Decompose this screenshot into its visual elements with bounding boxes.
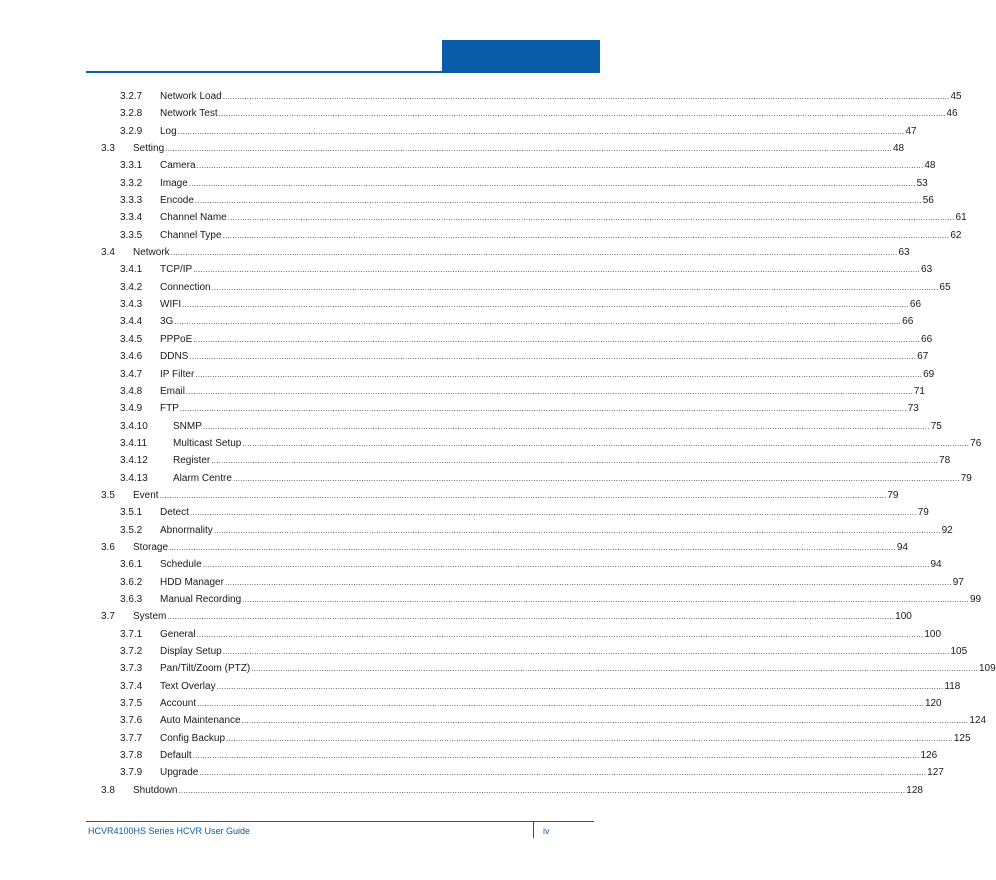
toc-entry[interactable] [0, 279, 951, 296]
toc-entry-line [160, 279, 951, 296]
toc-entry-number: 3.3.1 [120, 160, 143, 172]
toc-entry-page: 71 [913, 385, 925, 397]
toc-entry[interactable] [0, 331, 933, 348]
toc-dot-leader: ............................................................................................................................................................................................................................................................................................................ [224, 577, 952, 587]
toc-dot-leader: ............................................................................................................................................................................................................................................................................................................ [196, 161, 924, 171]
toc-entry-title: PPPoE [160, 333, 193, 345]
toc-entry-number: 3.4.13 [120, 472, 148, 484]
toc-entry-page: 97 [952, 576, 964, 588]
toc-entry[interactable] [0, 695, 942, 712]
toc-entry-number: 3.7.3 [120, 663, 143, 675]
toc-entry-number: 3.7.9 [120, 767, 143, 779]
toc-entry[interactable] [0, 227, 962, 244]
toc-dot-leader: ............................................................................................................................................................................................................................................................................................................ [241, 716, 969, 726]
toc-entry[interactable] [0, 626, 942, 643]
toc-dot-leader: ............................................................................................................................................................................................................................................................................................................ [186, 386, 913, 396]
toc-dot-leader: ............................................................................................................................................................................................................................................................................................................ [251, 664, 978, 674]
toc-entry-page: 53 [916, 177, 928, 189]
toc-entry-line [160, 261, 933, 278]
toc-entry-line [160, 209, 967, 226]
toc-entry[interactable] [0, 539, 908, 556]
toc-entry[interactable] [0, 435, 982, 452]
toc-dot-leader: ............................................................................................................................................................................................................................................................................................................ [165, 144, 892, 154]
toc-entry[interactable] [0, 730, 971, 747]
toc-entry-page: 76 [970, 437, 982, 449]
toc-entry[interactable] [0, 418, 942, 435]
toc-entry-title: Abnormality [160, 524, 213, 536]
toc-entry-page: 62 [950, 229, 962, 241]
toc-entry-number: 3.4.4 [120, 316, 143, 328]
toc-entry[interactable] [0, 660, 996, 677]
toc-entry-line [133, 140, 905, 157]
toc-entry-page: 48 [892, 143, 905, 155]
toc-entry-number: 3.6.3 [120, 593, 143, 605]
toc-entry-number: 3.5.1 [120, 507, 143, 519]
toc-entry-title: TCP/IP [160, 264, 193, 276]
toc-dot-leader: ............................................................................................................................................................................................................................................................................................................ [167, 612, 895, 622]
toc-entry-page: 126 [920, 750, 938, 762]
toc-entry-line [173, 435, 982, 452]
toc-entry-title: Display Setup [160, 646, 222, 657]
toc-entry-page: 66 [909, 299, 922, 311]
toc-dot-leader: ............................................................................................................................................................................................................................................................................................................ [218, 109, 946, 119]
footer-rule [86, 821, 594, 822]
toc-entry-page: 94 [930, 559, 942, 571]
toc-entry-line [160, 591, 982, 608]
toc-dot-leader: ............................................................................................................................................................................................................................................................................................................ [227, 213, 955, 223]
toc-entry[interactable] [0, 487, 899, 504]
toc-entry-line [133, 539, 908, 556]
toc-entry-page: 125 [953, 732, 971, 744]
toc-entry-line [160, 678, 961, 695]
toc-entry-page: 67 [917, 351, 929, 363]
toc-entry-title: Schedule [160, 559, 202, 571]
toc-entry-title: Channel Name [160, 212, 227, 224]
toc-entry-number: 3.8 [101, 784, 115, 796]
toc-entry-page: 65 [939, 281, 951, 293]
toc-entry-number: 3.7.5 [120, 698, 143, 710]
toc-entry-line [160, 400, 919, 417]
toc-entry-page: 75 [930, 420, 942, 432]
toc-entry[interactable] [0, 556, 942, 573]
toc-entry[interactable] [0, 643, 968, 660]
toc-dot-leader: ............................................................................................................................................................................................................................................................................................................ [195, 369, 923, 379]
toc-entry-number: 3.3.4 [120, 212, 143, 224]
toc-entry-number: 3.4.12 [120, 455, 148, 467]
toc-entry[interactable] [0, 261, 933, 278]
toc-entry[interactable] [0, 383, 925, 400]
toc-entry-title: System [133, 611, 167, 623]
toc-entry[interactable] [0, 574, 964, 591]
toc-entry-line [160, 313, 914, 330]
toc-entry-line [133, 244, 910, 261]
toc-entry-line [160, 764, 944, 781]
toc-entry-page: 73 [907, 403, 919, 415]
toc-entry-title: Account [160, 698, 197, 710]
toc-dot-leader: ............................................................................................................................................................................................................................................................................................................ [159, 490, 887, 500]
toc-entry[interactable] [0, 105, 958, 122]
toc-dot-leader: ............................................................................................................................................................................................................................................................................................................ [177, 126, 905, 136]
toc-entry-page: 63 [921, 264, 933, 276]
toc-dot-leader: ............................................................................................................................................................................................................................................................................................................ [222, 647, 950, 656]
toc-entry-title: Network Test [160, 108, 218, 120]
toc-entry-number: 3.2.8 [120, 108, 143, 120]
toc-entry[interactable] [0, 296, 922, 313]
toc-entry-page: 47 [905, 125, 917, 137]
toc-entry-page: 69 [923, 368, 935, 380]
toc-entry-line [160, 383, 925, 400]
toc-entry-number: 3.6.2 [120, 576, 143, 588]
toc-entry-number: 3.7.2 [120, 646, 143, 657]
toc-entry-title: Default [160, 750, 192, 762]
toc-entry[interactable] [0, 591, 982, 608]
toc-entry-line [160, 660, 996, 677]
toc-dot-leader: ............................................................................................................................................................................................................................................................................................................ [178, 785, 906, 795]
toc-entry-line [160, 123, 917, 140]
toc-entry-number: 3.2.7 [120, 91, 143, 102]
toc-entry-line [133, 608, 912, 625]
toc-entry[interactable] [0, 608, 912, 625]
toc-entry[interactable] [0, 470, 972, 487]
toc-entry-title: Config Backup [160, 732, 226, 744]
toc-entry-number: 3.5 [101, 489, 115, 501]
toc-entry[interactable] [0, 192, 934, 209]
toc-entry[interactable] [0, 140, 905, 157]
toc-entry[interactable] [0, 452, 951, 469]
toc-entry-line [173, 470, 972, 487]
toc-entry[interactable] [0, 678, 961, 695]
toc-dot-leader: ............................................................................................................................................................................................................................................................................................................ [202, 560, 930, 570]
toc-entry-line [160, 348, 929, 365]
toc-entry-title: Network [133, 247, 170, 259]
toc-entry-page: 99 [969, 593, 982, 605]
toc-dot-leader: ............................................................................................................................................................................................................................................................................................................ [194, 196, 922, 206]
toc-entry-line [160, 105, 958, 122]
toc-entry-title: Pan/Tilt/Zoom (PTZ) [160, 663, 251, 675]
toc-entry-line [133, 487, 899, 504]
toc-entry-page: 45 [950, 91, 962, 102]
toc-entry-page: 92 [941, 524, 953, 536]
toc-entry-number: 3.4.6 [120, 351, 143, 363]
toc-dot-leader: ............................................................................................................................................................................................................................................................................................................ [216, 681, 944, 691]
toc-entry-page: 63 [898, 247, 910, 259]
header-accent-bar [442, 40, 600, 73]
toc-entry-number: 3.6.1 [120, 559, 143, 571]
toc-dot-leader: ............................................................................................................................................................................................................................................................................................................ [199, 768, 927, 778]
toc-entry-page: 109 [979, 663, 996, 675]
toc-entry-line [173, 418, 942, 435]
toc-entry-title: WIFI [160, 299, 182, 311]
toc-entry-page: 46 [946, 108, 958, 120]
toc-entry-page: 48 [924, 160, 936, 172]
toc-entry-title: Detect [160, 507, 189, 519]
toc-entry[interactable] [0, 504, 929, 521]
toc-entry-number: 3.7.7 [120, 732, 143, 744]
toc-entry-page: 66 [921, 333, 933, 345]
toc-entry-line [160, 747, 938, 764]
toc-entry[interactable] [0, 366, 935, 383]
toc-entry-line [160, 227, 962, 244]
toc-entry-page: 79 [917, 507, 929, 519]
toc-entry-title: Upgrade [160, 767, 199, 779]
toc-entry-number: 3.4.10 [120, 420, 148, 432]
toc-entry-line [160, 157, 936, 174]
toc-dot-leader: ............................................................................................................................................................................................................................................................................................................ [226, 733, 953, 743]
toc-entry[interactable] [0, 400, 919, 417]
toc-entry-number: 3.4.9 [120, 403, 143, 415]
toc-entry-line [160, 730, 971, 747]
toc-entry-title: Storage [133, 541, 169, 553]
toc-entry[interactable] [0, 522, 953, 539]
toc-entry-line [160, 88, 962, 105]
toc-entry-number: 3.7.1 [120, 628, 143, 640]
toc-entry-number: 3.4.3 [120, 299, 143, 311]
toc-dot-leader: ............................................................................................................................................................................................................................................................................................................ [170, 248, 898, 258]
toc-entry-title: IP Filter [160, 368, 195, 380]
toc-entry-page: 94 [896, 541, 908, 553]
toc-entry-page: 100 [924, 628, 942, 640]
toc-entry-title: SNMP [173, 420, 202, 432]
toc-dot-leader: ............................................................................................................................................................................................................................................................................................................ [222, 92, 950, 101]
toc-entry-number: 3.7 [101, 611, 115, 623]
toc-entry-page: 120 [924, 698, 942, 710]
toc-entry-title: Text Overlay [160, 680, 216, 692]
toc-entry-line [160, 296, 922, 313]
toc-entry-line [160, 556, 942, 573]
toc-entry-line [160, 626, 942, 643]
toc-dot-leader: ............................................................................................................................................................................................................................................................................................................ [242, 438, 970, 448]
toc-entry-number: 3.4 [101, 247, 115, 259]
toc-entry-number: 3.7.4 [120, 680, 143, 692]
toc-entry-title: 3G [160, 316, 174, 328]
toc-dot-leader: ............................................................................................................................................................................................................................................................................................................ [197, 699, 924, 709]
toc-dot-leader: ............................................................................................................................................................................................................................................................................................................ [189, 352, 917, 362]
toc-dot-leader: ............................................................................................................................................................................................................................................................................................................ [232, 473, 960, 483]
toc-entry-line [173, 452, 951, 469]
toc-entry-number: 3.4.1 [120, 264, 143, 276]
toc-dot-leader: ............................................................................................................................................................................................................................................................................................................ [213, 525, 941, 535]
toc-entry[interactable] [0, 157, 936, 174]
toc-entry-number: 3.4.11 [120, 437, 148, 449]
toc-entry-title: Manual Recording [160, 593, 242, 605]
toc-entry-title: Network Load [160, 91, 222, 102]
toc-entry-number: 3.2.9 [120, 125, 143, 137]
toc-entry-title: Shutdown [133, 784, 178, 796]
toc-entry-number: 3.5.2 [120, 524, 143, 536]
toc-entry[interactable] [0, 782, 923, 799]
toc-entry[interactable] [0, 88, 962, 105]
toc-entry[interactable] [0, 209, 967, 226]
toc-entry-line [160, 712, 987, 729]
toc-entry-page: 100 [895, 611, 912, 623]
toc-entry[interactable] [0, 348, 929, 365]
toc-entry-page: 105 [950, 646, 968, 657]
toc-entry-title: Image [160, 177, 188, 189]
toc-dot-leader: ............................................................................................................................................................................................................................................................................................................ [188, 178, 916, 188]
toc-entry-title: Email [160, 385, 186, 397]
footer-separator [533, 822, 534, 838]
toc-entry-line [160, 331, 933, 348]
toc-dot-leader: ............................................................................................................................................................................................................................................................................................................ [192, 751, 920, 761]
toc-entry-line [160, 522, 953, 539]
toc-entry-title: Connection [160, 281, 211, 293]
toc-entry-page: 118 [944, 680, 961, 692]
toc-dot-leader: ............................................................................................................................................................................................................................................................................................................ [169, 542, 896, 552]
toc-entry-number: 3.4.7 [120, 368, 143, 380]
footer-page-number: iv [543, 826, 550, 836]
toc-entry[interactable] [0, 175, 928, 192]
toc-entry-page: 79 [960, 472, 972, 484]
toc-entry-number: 3.4.5 [120, 333, 143, 345]
toc-entry-title: Encode [160, 195, 194, 207]
toc-entry-number: 3.3 [101, 143, 115, 155]
toc-entry-number: 3.4.2 [120, 281, 143, 293]
toc-entry-line [160, 695, 942, 712]
toc-dot-leader: ............................................................................................................................................................................................................................................................................................................ [174, 317, 902, 327]
toc-entry-title: General [160, 628, 196, 640]
toc-entry[interactable] [0, 313, 914, 330]
toc-dot-leader: ............................................................................................................................................................................................................................................................................................................ [179, 404, 907, 414]
toc-entry-page: 61 [955, 212, 967, 224]
toc-entry-title: DDNS [160, 351, 189, 363]
toc-entry-page: 124 [969, 715, 987, 727]
toc-entry-number: 3.3.2 [120, 177, 143, 189]
toc-entry-title: Camera [160, 160, 196, 172]
toc-entry-number: 3.7.6 [120, 715, 143, 727]
toc-entry[interactable] [0, 712, 987, 729]
toc-entry-title: FTP [160, 403, 179, 415]
toc-entry-number: 3.4.8 [120, 385, 143, 397]
toc-entry-title: Event [133, 489, 159, 501]
toc-entry-number: 3.3.3 [120, 195, 143, 207]
toc-entry-page: 128 [906, 784, 923, 796]
toc-dot-leader: ............................................................................................................................................................................................................................................................................................................ [242, 594, 969, 604]
toc-entry-line [160, 504, 929, 521]
toc-entry-line [160, 574, 964, 591]
toc-entry-title: Setting [133, 143, 165, 155]
toc-entry-number: 3.3.5 [120, 229, 143, 241]
toc-entry-number: 3.6 [101, 541, 115, 553]
toc-entry-title: Alarm Centre [173, 472, 232, 484]
toc-entry[interactable] [0, 764, 944, 781]
toc-dot-leader: ............................................................................................................................................................................................................................................................................................................ [196, 629, 924, 639]
toc-entry-line [133, 782, 923, 799]
toc-dot-leader: ............................................................................................................................................................................................................................................................................................................ [211, 282, 939, 292]
toc-dot-leader: ............................................................................................................................................................................................................................................................................................................ [193, 265, 921, 275]
toc-dot-leader: ............................................................................................................................................................................................................................................................................................................ [211, 456, 939, 466]
toc-dot-leader: ............................................................................................................................................................................................................................................................................................................ [182, 300, 909, 310]
toc-entry-page: 78 [939, 455, 951, 467]
toc-dot-leader: ............................................................................................................................................................................................................................................................................................................ [193, 334, 921, 344]
toc-entry-page: 66 [902, 316, 914, 328]
footer-document-title: HCVR4100HS Series HCVR User Guide [88, 826, 251, 836]
toc-entry-page: 79 [887, 489, 899, 501]
toc-entry-title: Register [173, 455, 211, 467]
header-rule [86, 71, 600, 73]
toc-dot-leader: ............................................................................................................................................................................................................................................................................................................ [202, 421, 930, 431]
toc-entry[interactable] [0, 747, 938, 764]
toc-entry-title: Log [160, 125, 177, 137]
toc-dot-leader: ............................................................................................................................................................................................................................................................................................................ [189, 508, 917, 518]
toc-entry-title: Multicast Setup [173, 437, 242, 449]
toc-entry[interactable] [0, 244, 910, 261]
toc-entry-title: HDD Manager [160, 576, 224, 588]
toc-dot-leader: ............................................................................................................................................................................................................................................................................................................ [222, 230, 950, 240]
toc-entry-page: 127 [927, 767, 944, 779]
toc-entry-line [160, 175, 928, 192]
toc-entry-page: 56 [922, 195, 934, 207]
toc-entry-line [160, 366, 935, 383]
toc-entry[interactable] [0, 123, 917, 140]
toc-entry-line [160, 192, 934, 209]
toc-entry-number: 3.7.8 [120, 750, 143, 762]
toc-entry-title: Channel Type [160, 229, 222, 241]
toc-entry-line [160, 643, 968, 660]
table-of-contents [0, 88, 996, 799]
toc-entry-title: Auto Maintenance [160, 715, 241, 727]
